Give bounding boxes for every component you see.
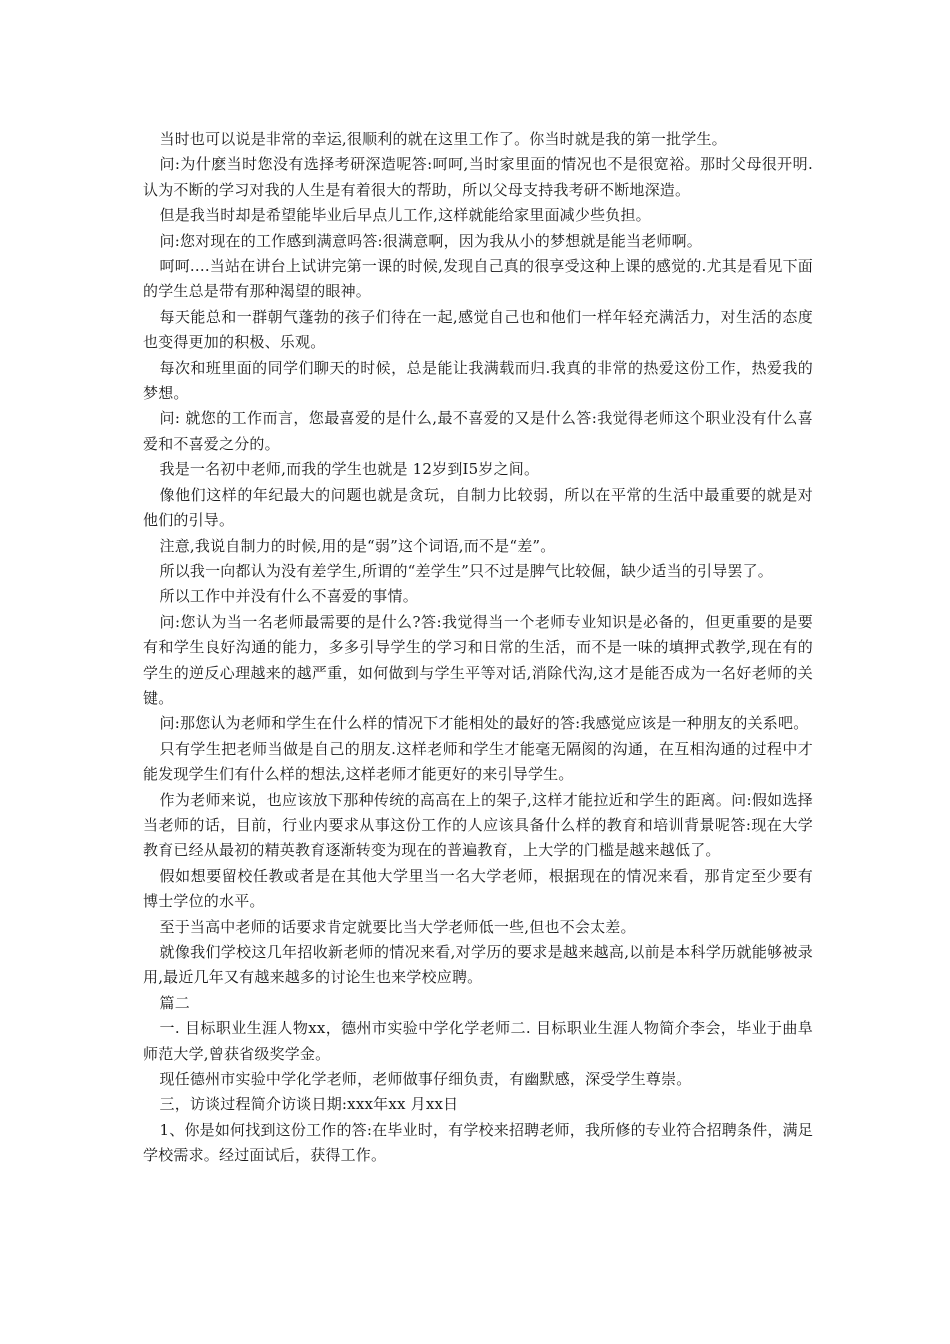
paragraph: 至于当高中老师的话要求肯定就要比当大学老师低一些,但也不会太差。 [159,917,636,936]
paragraph: 1、你是如何找到这份工作的答:在毕业时，有学校来招聘老师，我所修的专业符合招聘条件，满足学校需求。经过面试后，获得工作。 [143,1120,813,1165]
paragraph: 所以我一向都认为没有差学生,所谓的“差学生”只不过是脾气比较倔，缺少适当的引导罢了。 [159,561,774,580]
paragraph: 但是我当时却是希望能毕业后早点儿工作,这样就能给家里面减少些负担。 [159,206,651,225]
paragraph: 问:那您认为老师和学生在什么样的情况下才能相处的最好的答:我感觉应该是一种朋友的关系吧。 [159,714,809,733]
paragraph: 作为老师来说，也应该放下那种传统的高高在上的架子,这样才能拉近和学生的距离。问:假如选择当老师的话，目前，行业内要求从事这份工作的人应该具备什么样的教育和培训背景呢答:现在大学教育已经从最初的精英教育逐渐转变为现在的普遍教育，上大学的门槛是越来越低了。 [143,790,813,860]
paragraph: 呵呵....当站在讲台上试讲完第一课的时候,发现自己真的很享受这种上课的感觉的.尤其是看见下面的学生总是带有那种渴望的眼神。 [143,257,813,301]
paragraph: 问:您对现在的工作感到满意吗答:很满意啊，因为我从小的梦想就是能当老师啊。 [159,231,703,250]
paragraph: 当时也可以说是非常的幸运,很顺利的就在这里工作了。你当时就是我的第一批学生。 [159,130,727,148]
paragraph: 只有学生把老师当做是自己的朋友.这样老师和学生才能毫无隔阂的沟通，在互相沟通的过程中才能发现学生们有什么样的想法,这样老师才能更好的来引导学生。 [143,739,813,784]
paragraph: 注意,我说自制力的时候,用的是“弱”这个词语,而不是“差”。 [159,536,556,555]
paragraph: 问:您认为当一名老师最需要的是什么?答:我觉得当一个老师专业知识是必备的，但更重要的是要有和学生良好沟通的能力，多多引导学生的学习和日常的生活，而不是一味的填押式教学,现在有的学生的逆反心理越来的越严重，如何做到与学生平等对话,消除代沟,这才是能否成为一名好老师的关键。 [143,612,813,707]
paragraph: 每次和班里面的同学们聊天的时候，总是能让我满载而归.我真的非常的热爱这份工作，热爱我的梦想。 [143,358,813,403]
paragraph: 问:为什麽当时您没有选择考研深造呢答:呵呵,当时家里面的情况也不是很宽裕。那时父母很开明.认为不断的学习对我的人生是有着很大的帮助，所以父母支持我考研不断地深造。 [143,155,813,199]
paragraph: 问: 就您的工作而言，您最喜爱的是什么,最不喜爱的又是什么答:我觉得老师这个职业没有什么喜爱和不喜爱之分的。 [143,409,813,453]
paragraph: 所以工作中并没有什么不喜爱的事情。 [159,587,418,606]
paragraph: 现任德州市实验中学化学老师，老师做事仔细负责，有幽默感，深受学生尊崇。 [159,1070,692,1089]
paragraph: 我是一名初中老师,而我的学生也就是 12岁到I5岁之间。 [159,460,540,479]
paragraph: 每天能总和一群朝气蓬勃的孩子们待在一起,感觉自己也和他们一样年轻充满活力，对生活的态度也变得更加的积极、乐观。 [143,307,813,352]
paragraph: 三，访谈过程简介访谈日期:xxx年xx 月xx日 [159,1095,459,1114]
paragraph: 像他们这样的年纪最大的问题也就是贪玩，自制力比较弱，所以在平常的生活中最重要的就是对他们的引导。 [143,485,813,530]
paragraph: 一. 目标职业生涯人物xx，德州市实验中学化学老师二. 目标职业生涯人物简介李会，毕业于曲阜师范大学,曾获省级奖学金。 [143,1019,813,1063]
paragraph: 就像我们学校这几年招收新老师的情况来看,对学历的要求是越来越高,以前是本科学历就能够被录用,最近几年又有越来越多的讨论生也来学校应聘。 [143,943,813,987]
paragraph: 假如想要留校任教或者是在其他大学里当一名大学老师，根据现在的情况来看，那肯定至少要有博士学位的水平。 [143,866,813,911]
section-heading: 篇二 [159,993,190,1012]
document-body [143,127,813,1169]
